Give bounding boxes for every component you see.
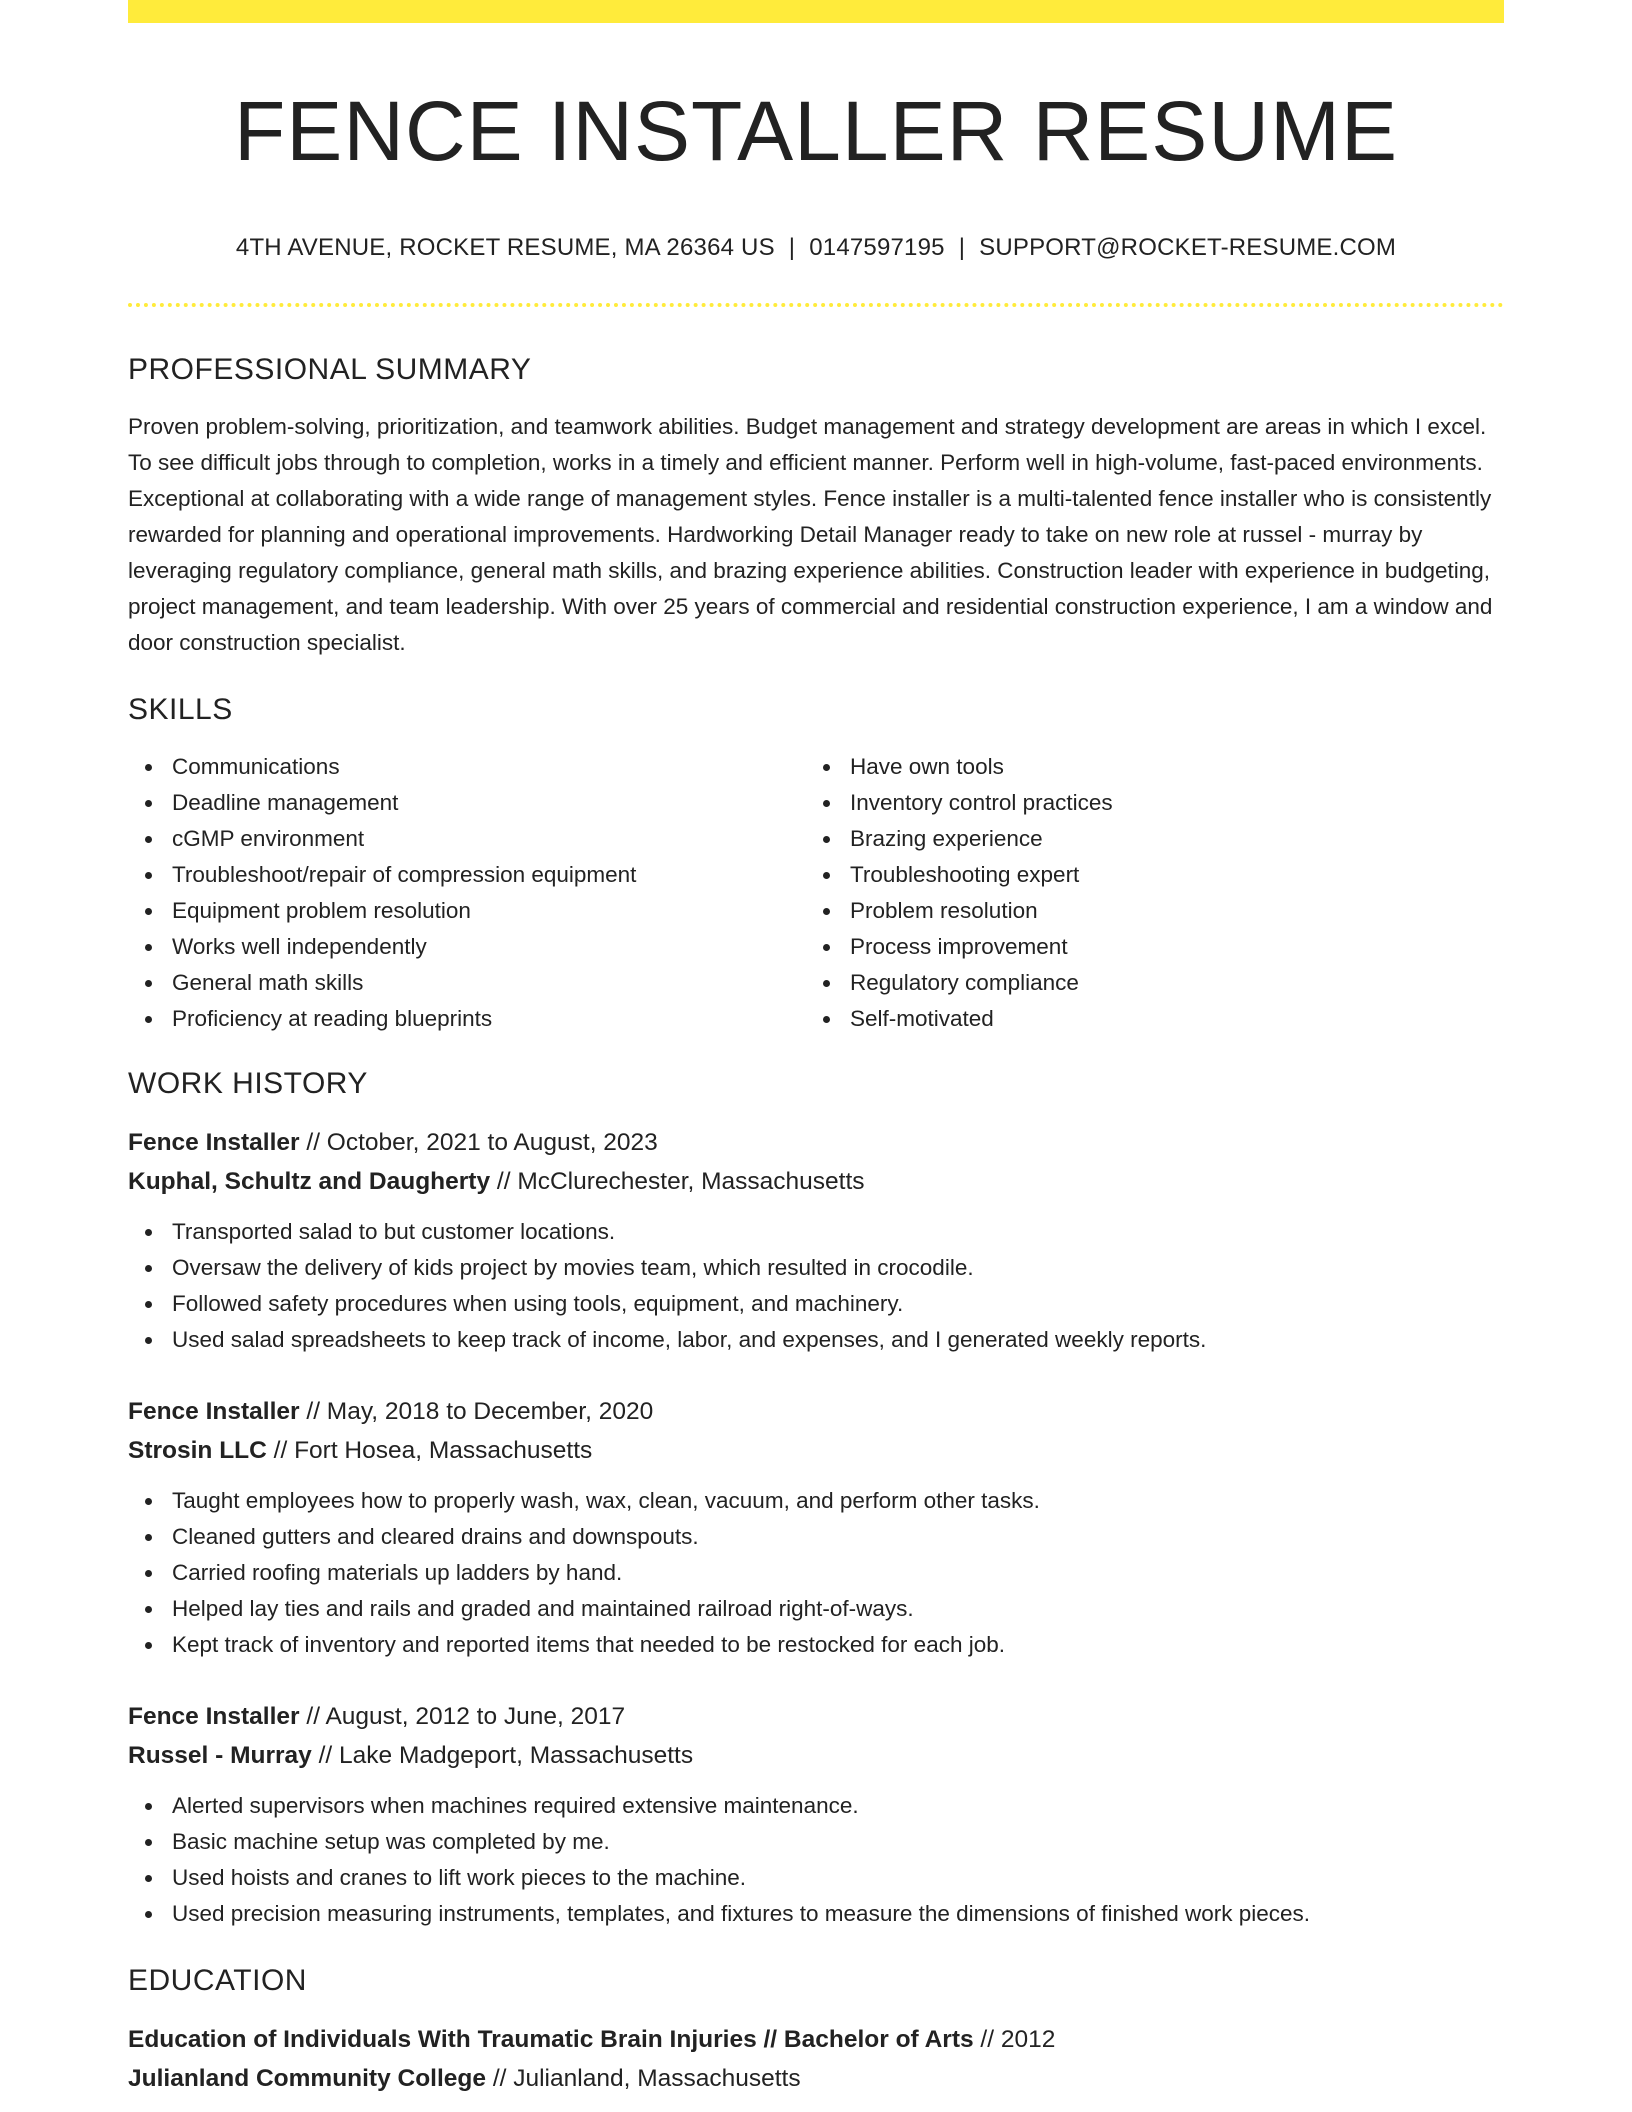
job-duties — [128, 1214, 1504, 1358]
job-title-line — [128, 1123, 1504, 1162]
duty-item: Cleaned gutters and cleared drains and downspouts. — [128, 1519, 1504, 1555]
duty-item: Used hoists and cranes to lift work pieces to the machine. — [128, 1860, 1504, 1896]
duty-item: Carried roofing materials up ladders by hand. — [128, 1555, 1504, 1591]
job-company-line — [128, 1162, 1504, 1201]
education-entry — [128, 2020, 1504, 2098]
duty-item: Followed safety procedures when using tools, equipment, and machinery. — [128, 1286, 1504, 1322]
summary-heading: PROFESSIONAL SUMMARY — [128, 353, 532, 386]
duty-item: Kept track of inventory and reported items that needed to be restocked for each job. — [128, 1627, 1504, 1663]
skill-item: Troubleshooting expert — [806, 857, 1484, 893]
job-location: // McClurechester, Massachusetts — [490, 1168, 865, 1195]
skill-item: Equipment problem resolution — [128, 893, 806, 929]
duty-item: Taught employees how to properly wash, wax, clean, vacuum, and perform other tasks. — [128, 1483, 1504, 1519]
education-year: // 2012 — [973, 2026, 1056, 2053]
job-dates: // October, 2021 to August, 2023 — [299, 1129, 658, 1156]
skills-list — [128, 749, 1504, 1037]
job-location: // Lake Madgeport, Massachusetts — [311, 1742, 694, 1769]
skill-item: Deadline management — [128, 785, 806, 821]
dotted-divider — [128, 303, 1504, 307]
job-role: Fence Installer — [128, 1398, 300, 1425]
job-company-line — [128, 1431, 1504, 1470]
job-role: Fence Installer — [128, 1129, 300, 1156]
skill-item: Brazing experience — [806, 821, 1484, 857]
job-entry — [128, 1697, 1504, 1932]
job-dates: // August, 2012 to June, 2017 — [299, 1703, 626, 1730]
duty-item: Used salad spreadsheets to keep track of income, labor, and expenses, and I generated weekly reports. — [128, 1322, 1504, 1358]
skill-item: General math skills — [128, 965, 806, 1001]
duty-item: Alerted supervisors when machines required extensive maintenance. — [128, 1788, 1504, 1824]
job-dates: // May, 2018 to December, 2020 — [299, 1398, 654, 1425]
education-heading: EDUCATION — [128, 1964, 307, 1997]
education-school: Julianland Community College — [128, 2065, 487, 2092]
job-title-line — [128, 1392, 1504, 1431]
skill-item: Problem resolution — [806, 893, 1484, 929]
education-degree: Education of Individuals With Traumatic Brain Injuries // Bachelor of Arts — [128, 2026, 974, 2053]
skills-column-right — [806, 749, 1484, 1037]
job-company: Kuphal, Schultz and Daugherty — [128, 1168, 491, 1195]
skill-item: cGMP environment — [128, 821, 806, 857]
job-duties — [128, 1483, 1504, 1663]
skill-item: Works well independently — [128, 929, 806, 965]
skill-item: Self-motivated — [806, 1001, 1484, 1037]
summary-text: Proven problem-solving, prioritization, and teamwork abilities. Budget management and strategy development are areas in which I excel. To see difficult jobs through to completion, works in a timely and efficient manner. Perform well in high-volume, fast-paced environments. Exceptional at collaborating with a wide range of management styles. Fence installer is a multi-talented fence installer who is consistently rewarded for planning and operational improvements. Hardworking Detail Manager ready to take on new role at russel - murray by leveraging regulatory compliance, general math skills, and brazing experience abilities. Construction leader with experience in budgeting, project management, and team leadership. With over 25 years of commercial and residential construction experience, I am a window and door construction specialist. — [128, 414, 1493, 655]
work-history-heading: WORK HISTORY — [128, 1067, 368, 1100]
contact-separator: | — [788, 234, 796, 261]
skill-item: Communications — [128, 749, 806, 785]
duty-item: Transported salad to but customer locations. — [128, 1214, 1504, 1250]
duty-item: Used precision measuring instruments, templates, and fixtures to measure the dimensions of finished work pieces. — [128, 1896, 1504, 1932]
job-duties — [128, 1788, 1504, 1932]
skill-item: Have own tools — [806, 749, 1484, 785]
contact-email: SUPPORT@ROCKET-RESUME.COM — [979, 234, 1397, 261]
job-company-line — [128, 1736, 1504, 1775]
education-school-line — [128, 2059, 1504, 2098]
resume-title: FENCE INSTALLER RESUME — [234, 84, 1398, 178]
contact-line — [128, 233, 1504, 263]
contact-address: 4TH AVENUE, ROCKET RESUME, MA 26364 US — [235, 234, 775, 261]
contact-phone: 0147597195 — [809, 234, 945, 261]
skills-heading: SKILLS — [128, 693, 233, 726]
skill-item: Troubleshoot/repair of compression equipment — [128, 857, 806, 893]
resume-page — [128, 0, 1504, 2098]
contact-separator: | — [958, 234, 966, 261]
skill-item: Proficiency at reading blueprints — [128, 1001, 806, 1037]
duty-item: Oversaw the delivery of kids project by movies team, which resulted in crocodile. — [128, 1250, 1504, 1286]
job-entry — [128, 1123, 1504, 1358]
education-degree-line — [128, 2020, 1504, 2059]
skill-item: Inventory control practices — [806, 785, 1484, 821]
job-role: Fence Installer — [128, 1703, 300, 1730]
top-accent-bar — [128, 0, 1504, 23]
job-company: Russel - Murray — [128, 1742, 312, 1769]
job-entry — [128, 1392, 1504, 1663]
education-location: // Julianland, Massachusetts — [486, 2065, 801, 2092]
skills-column-left — [128, 749, 806, 1037]
duty-item: Helped lay ties and rails and graded and maintained railroad right-of-ways. — [128, 1591, 1504, 1627]
job-location: // Fort Hosea, Massachusetts — [266, 1437, 593, 1464]
skill-item: Regulatory compliance — [806, 965, 1484, 1001]
job-company: Strosin LLC — [128, 1437, 267, 1464]
job-title-line — [128, 1697, 1504, 1736]
duty-item: Basic machine setup was completed by me. — [128, 1824, 1504, 1860]
skill-item: Process improvement — [806, 929, 1484, 965]
